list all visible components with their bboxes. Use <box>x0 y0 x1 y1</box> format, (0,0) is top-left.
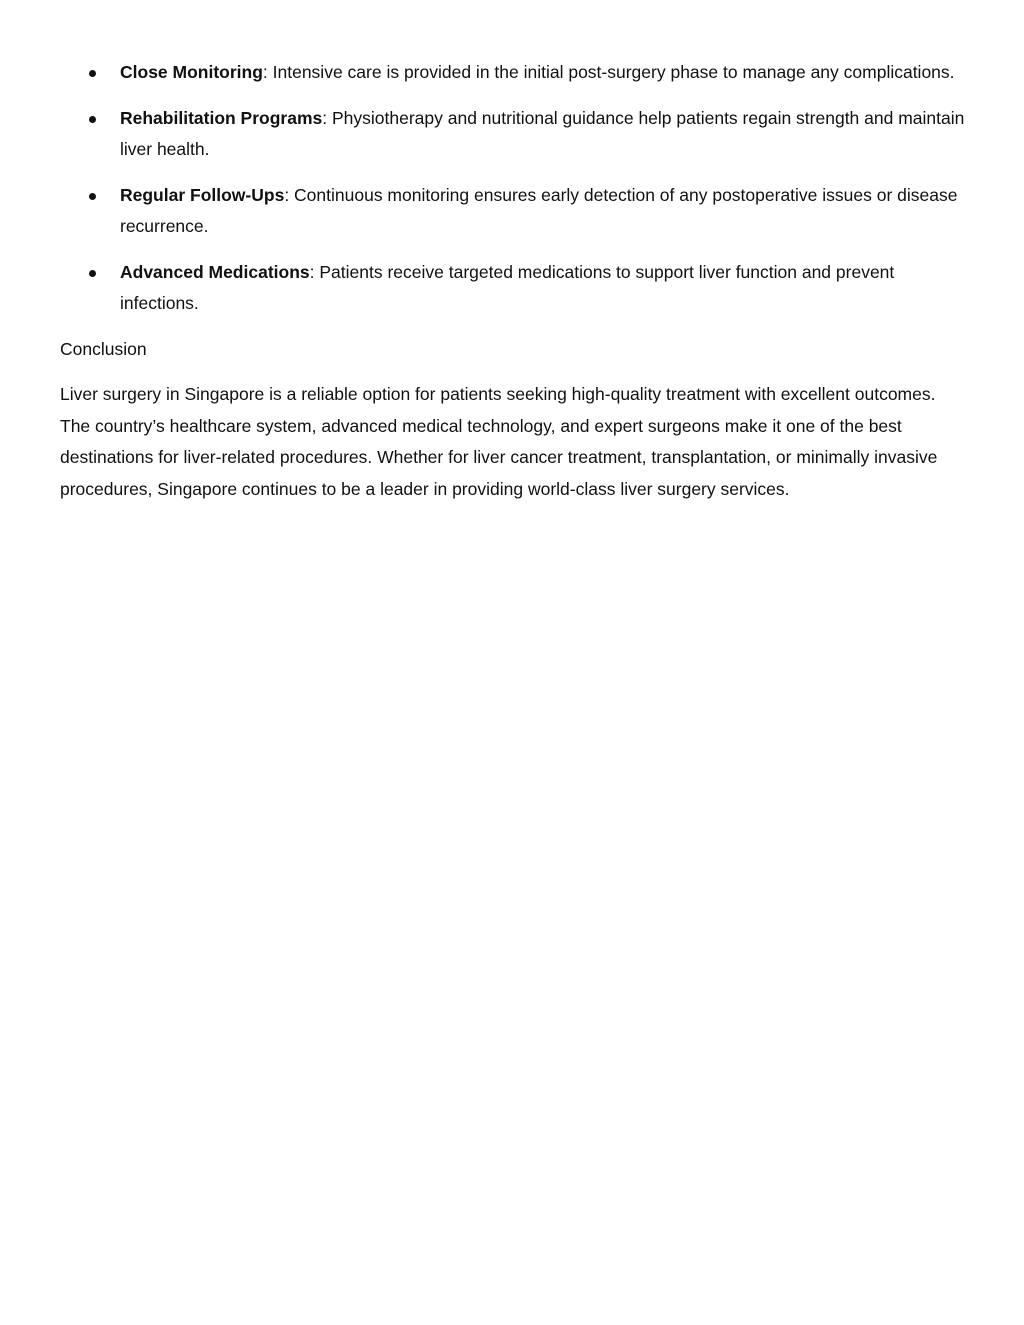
conclusion-heading: Conclusion <box>60 338 147 359</box>
bullet-icon <box>89 116 96 123</box>
list-item-term: Advanced Medications <box>120 261 310 282</box>
list-item-text: : Continuous monitoring ensures early detection of any postoperative issues or disease recurrence. <box>120 184 958 236</box>
conclusion-paragraph: Liver surgery in Singapore is a reliable option for patients seeking high-quality treatment with excellent outcomes. The country’s healthcare system, advanced medical technology, and expert surgeons make it one of the best destinations for liver-related procedures. Whether for liver cancer treatment, transplantation, or minimally invasive procedures, Singapore continues to be a leader in providing world-class liver surgery services. <box>60 384 938 499</box>
aftercare-bullet-list <box>60 57 965 320</box>
list-item <box>60 103 965 166</box>
document-body <box>60 57 965 505</box>
bullet-icon <box>89 193 96 200</box>
list-item-text: : Intensive care is provided in the initial post-surgery phase to manage any complications. <box>262 62 955 82</box>
list-item-term: Rehabilitation Programs <box>120 107 323 128</box>
list-item-term: Regular Follow-Ups <box>120 184 285 205</box>
list-item <box>60 57 965 89</box>
list-item-text: : Physiotherapy and nutritional guidance help patients regain strength and maintain liver health. <box>120 107 965 159</box>
list-item <box>60 180 965 243</box>
bullet-icon <box>89 270 96 277</box>
bullet-icon <box>89 70 96 77</box>
list-item-text: : Patients receive targeted medications to support liver function and prevent infections. <box>120 261 895 313</box>
list-item <box>60 257 965 320</box>
list-item-term: Close Monitoring <box>120 62 263 82</box>
